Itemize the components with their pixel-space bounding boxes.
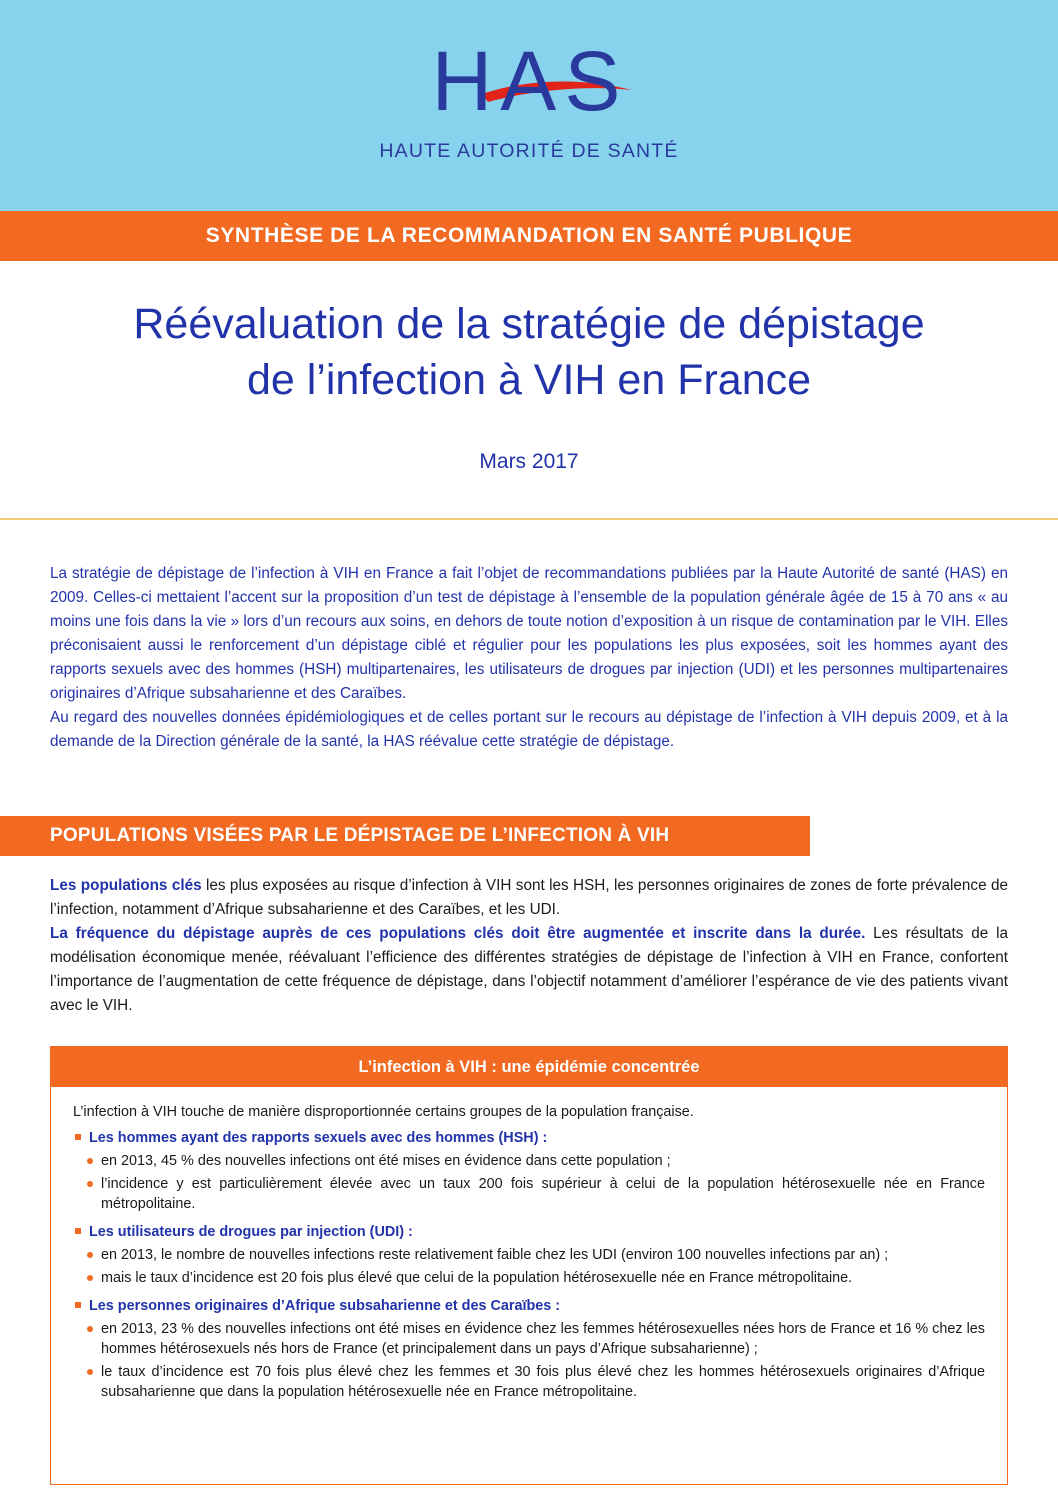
list-item-text: en 2013, 45 % des nouvelles infections ont été mises en évidence dans cette population ; — [101, 1153, 671, 1169]
section-paragraph-1-text: les plus exposées au risque d’infection à VIH sont les HSH, les personnes originaires de zones de forte prévalence de l’infection, notamment d’Afrique subsaharienne et des Caraïbes, et les UDI. — [50, 877, 1008, 918]
intro-text — [50, 562, 1008, 754]
group-title-text: Les hommes ayant des rapports sexuels avec des hommes (HSH) : — [89, 1130, 548, 1146]
group-title — [73, 1128, 985, 1148]
title-line-2: de l’infection à VIH en France — [246, 356, 812, 404]
publication-date: Mars 2017 — [479, 450, 579, 473]
dot-bullet-icon — [87, 1275, 93, 1281]
list-item — [73, 1174, 985, 1214]
group-hsh — [73, 1128, 985, 1214]
list-item-text: le taux d’incidence est 70 fois plus élevé chez les femmes et 30 fois plus élevé chez les hommes hétérosexuels originaires d’Afrique subsaharienne que dans la population hétérosexuelle née en France métropolitaine. — [101, 1364, 985, 1400]
box-body — [51, 1087, 1007, 1402]
logo-subtitle: HAUTE AUTORITÉ DE SANTÉ — [379, 140, 679, 162]
square-bullet-icon — [75, 1228, 81, 1234]
list-item-text: l’incidence y est particulièrement élevée avec un taux 200 fois supérieur à celui de la population hétérosexuelle née en France métropolitaine. — [101, 1176, 985, 1212]
list-item — [73, 1245, 985, 1265]
frequency-emphasis: La fréquence du dépistage auprès de ces populations clés doit être augmentée et inscrite dans la durée. — [50, 925, 866, 942]
list-item — [73, 1319, 985, 1359]
group-title — [73, 1296, 985, 1316]
square-bullet-icon — [75, 1134, 81, 1140]
has-logo — [420, 38, 640, 128]
dot-bullet-icon — [87, 1252, 93, 1258]
section-paragraph-2-text: Les résultats de la modélisation économique menée, réévaluant l’efficience des différentes stratégies de dépistage de l’infection à VIH en France, confortent l’importance de l’augmentation de cette fréquence de dépistage, dans l’objectif notamment d’améliorer l’espérance de vie des patients vivant avec le VIH. — [50, 925, 1008, 1014]
epidemic-box — [50, 1046, 1008, 1485]
section-paragraph-2 — [50, 922, 1008, 1018]
intro-paragraph-2: Au regard des nouvelles données épidémiologiques et de celles portant sur le recours au dépistage de l’infection à VIH depuis 2009, et à la demande de la Direction générale de la santé, la HAS réévalue cette stratégie de dépistage. — [50, 709, 1008, 750]
divider — [0, 518, 1058, 520]
group-udi — [73, 1222, 985, 1288]
document-type-band: SYNTHÈSE DE LA RECOMMANDATION EN SANTÉ PUBLIQUE — [0, 211, 1058, 261]
dot-bullet-icon — [87, 1326, 93, 1332]
list-item-text: en 2013, 23 % des nouvelles infections ont été mises en évidence chez les femmes hétérosexuelles nées hors de France et 16 % chez les hommes hétérosexuels nés hors de France (et principalement dans un pays d’Afrique subsaharienne) ; — [101, 1321, 985, 1357]
intro-paragraph-1: La stratégie de dépistage de l’infection à VIH en France a fait l’objet de recommandations publiées par la Haute Autorité de santé (HAS) en 2009. Celles-ci mettaient l’accent sur la proposition d’un test de dépistage à l’ensemble de la population générale âgée de 15 à 70 ans « au moins une fois dans la vie » lors d’un recours aux soins, en dehors de toute notion d’exposition à un risque de contamination par le VIH. Elles préconisaient aussi le renforcement d’un dépistage ciblé et régulier pour les populations les plus exposées, soit les hommes ayant des rapports sexuels avec des hommes (HSH) multipartenaires, les utilisateurs de drogues par injection (UDI) et les personnes multipartenaires originaires d’Afrique subsaharienne et des Caraïbes. — [50, 565, 1008, 702]
title-line-1: Réévaluation de la stratégie de dépistage — [133, 300, 925, 348]
group-africa-caribbean — [73, 1296, 985, 1402]
section-body — [50, 874, 1008, 1018]
section-heading: POPULATIONS VISÉES PAR LE DÉPISTAGE DE L’INFECTION À VIH — [0, 816, 810, 856]
list-item — [73, 1362, 985, 1402]
list-item — [73, 1151, 985, 1171]
group-title-text: Les utilisateurs de drogues par injection (UDI) : — [89, 1224, 413, 1240]
group-title — [73, 1222, 985, 1242]
box-title: L’infection à VIH : une épidémie concentrée — [51, 1047, 1007, 1087]
header-band — [0, 0, 1058, 211]
dot-bullet-icon — [87, 1158, 93, 1164]
page-title — [0, 296, 1058, 408]
section-paragraph-1 — [50, 874, 1008, 922]
list-item-text: en 2013, le nombre de nouvelles infections reste relativement faible chez les UDI (environ 100 nouvelles infections par an) ; — [101, 1247, 889, 1263]
group-title-text: Les personnes originaires d’Afrique subsaharienne et des Caraïbes : — [89, 1298, 561, 1314]
dot-bullet-icon — [87, 1181, 93, 1187]
list-item-text: mais le taux d’incidence est 20 fois plus élevé que celui de la population hétérosexuelle née en France métropolitaine. — [101, 1270, 853, 1286]
dot-bullet-icon — [87, 1369, 93, 1375]
list-item — [73, 1268, 985, 1288]
box-lead: L’infection à VIH touche de manière disproportionnée certains groupes de la population française. — [73, 1104, 694, 1120]
logo-text: HAS — [431, 38, 629, 128]
key-populations-emphasis: Les populations clés — [50, 877, 202, 894]
square-bullet-icon — [75, 1302, 81, 1308]
